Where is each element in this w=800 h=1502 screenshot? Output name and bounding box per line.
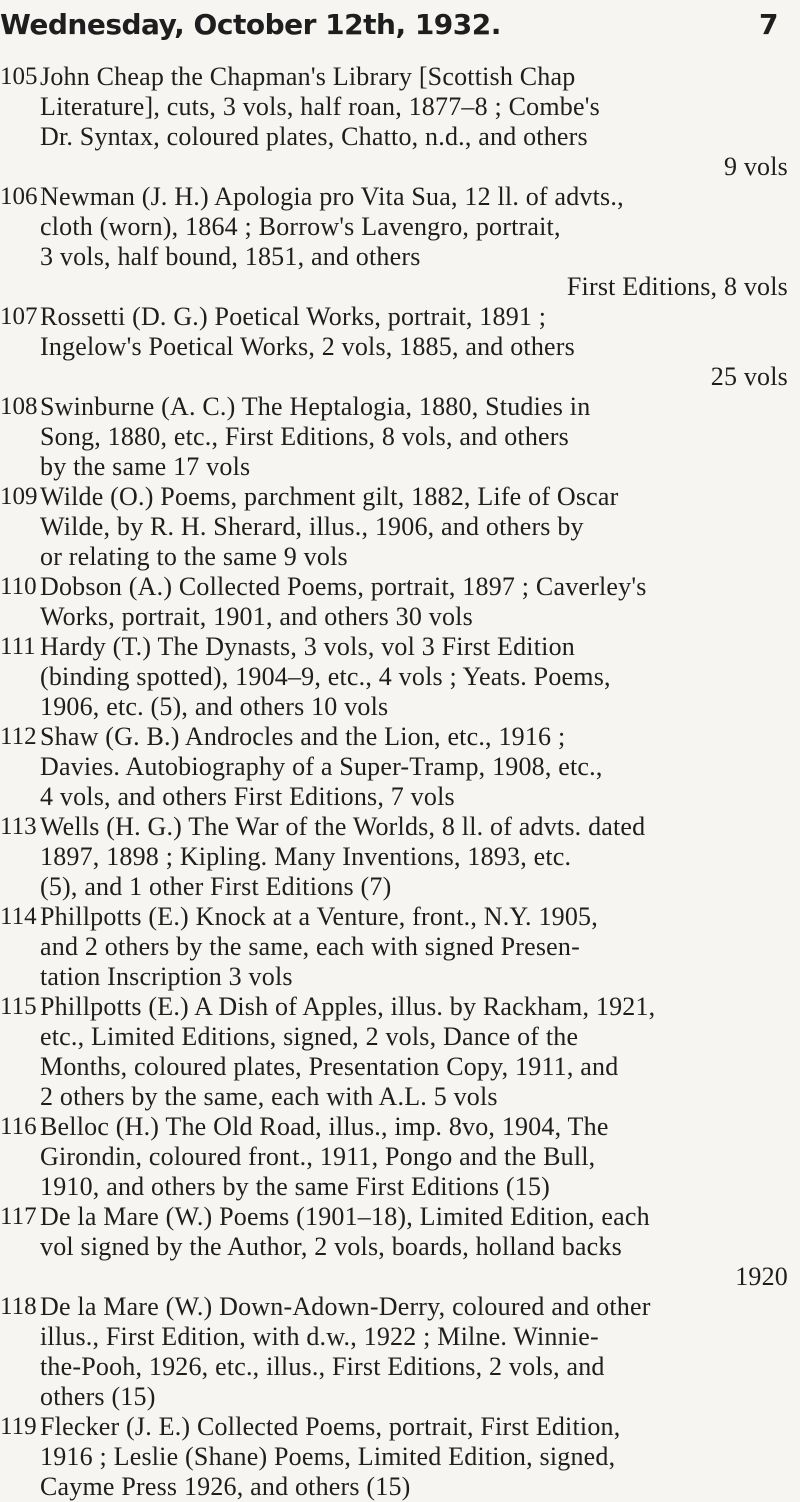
lot-description [40, 1292, 788, 1412]
description-line: 3 vols, half bound, 1851, and others [40, 242, 421, 271]
lot-description [40, 392, 788, 482]
lot-number: 118 [0, 1293, 37, 1320]
lot-number: 106 [0, 183, 38, 210]
description-line: vol signed by the Author, 2 vols, boards, holland backs [40, 1232, 622, 1261]
description-line: Newman (J. H.) Apologia pro Vita Sua, 12 ll. of advts., [40, 182, 624, 211]
description-line: 4 vols, and others First Editions, 7 vols [40, 782, 455, 811]
lot-description [40, 302, 788, 392]
lot-description [40, 632, 788, 722]
description-line: Flecker (J. E.) Collected Poems, portrait, First Edition, [40, 1412, 621, 1441]
page-number: 7 [759, 8, 778, 41]
description-line: Girondin, coloured front., 1911, Pongo and the Bull, [40, 1142, 596, 1171]
lot-quantity: First Editions, 8 vols [566, 272, 788, 301]
description-line: Dr. Syntax, coloured plates, Chatto, n.d., and others [40, 122, 588, 151]
lot-description [40, 1202, 788, 1292]
lot-description [40, 1412, 788, 1502]
description-line: (5), and 1 other First Editions (7) [40, 872, 392, 901]
description-line: the-Pooh, 1926, etc., illus., First Editions, 2 vols, and [40, 1352, 605, 1381]
description-line: 2 others by the same, each with A.L. 5 vols [40, 1082, 498, 1111]
description-line: Davies. Autobiography of a Super-Tramp, 1908, etc., [40, 752, 603, 781]
description-line: Shaw (G. B.) Androcles and the Lion, etc., 1916 ; [40, 722, 566, 751]
description-line: Swinburne (A. C.) The Heptalogia, 1880, Studies in [40, 392, 591, 421]
lot-quantity: 9 vols [723, 152, 788, 181]
description-line: and 2 others by the same, each with signed Presen- [40, 932, 580, 961]
lot-number: 115 [0, 993, 37, 1020]
description-line: (binding spotted), 1904–9, etc., 4 vols ; Yeats. Poems, [40, 662, 611, 691]
description-line: De la Mare (W.) Down-Adown-Derry, coloured and other [40, 1292, 651, 1321]
lot-description [40, 902, 788, 992]
lot-number: 107 [0, 303, 38, 330]
description-line: De la Mare (W.) Poems (1901–18), Limited Edition, each [40, 1202, 650, 1231]
description-line: Phillpotts (E.) A Dish of Apples, illus. by Rackham, 1921, [40, 992, 656, 1021]
description-line: Rossetti (D. G.) Poetical Works, portrait, 1891 ; [40, 302, 547, 331]
description-line: Literature], cuts, 3 vols, half roan, 1877–8 ; Combe's [40, 92, 600, 121]
description-line: Wells (H. G.) The War of the Worlds, 8 ll. of advts. dated [40, 812, 646, 841]
description-line: tation Inscription 3 vols [40, 962, 293, 991]
lot-description [40, 572, 788, 632]
lot-description [40, 62, 788, 182]
description-line: Wilde (O.) Poems, parchment gilt, 1882, Life of Oscar [40, 482, 619, 511]
description-line: Works, portrait, 1901, and others 30 vols [40, 602, 473, 631]
lot-number: 117 [0, 1203, 37, 1230]
description-line: Months, coloured plates, Presentation Copy, 1911, and [40, 1052, 619, 1081]
description-line: Dobson (A.) Collected Poems, portrait, 1897 ; Caverley's [40, 572, 647, 601]
lot-description [40, 1112, 788, 1202]
description-line: others (15) [40, 1382, 156, 1411]
description-line: Song, 1880, etc., First Editions, 8 vols, and others [40, 422, 569, 451]
description-line: 1897, 1898 ; Kipling. Many Inventions, 1893, etc. [40, 842, 572, 871]
lot-number: 109 [0, 483, 38, 510]
lot-quantity: 1920 [735, 1262, 788, 1291]
description-line: or relating to the same 9 vols [40, 542, 348, 571]
lot-number: 108 [0, 393, 38, 420]
page-header [0, 8, 800, 54]
lot-number: 110 [0, 573, 37, 600]
lot-description [40, 482, 788, 572]
header-date: Wednesday, October 12th, 1932. [0, 8, 501, 41]
description-line: etc., Limited Editions, signed, 2 vols, Dance of the [40, 1022, 579, 1051]
description-line: Wilde, by R. H. Sherard, illus., 1906, and others by [40, 512, 584, 541]
lot-number: 105 [0, 63, 38, 90]
description-line: illus., First Edition, with d.w., 1922 ; Milne. Winnie- [40, 1322, 599, 1351]
description-line: Ingelow's Poetical Works, 2 vols, 1885, and others [40, 332, 575, 361]
description-line: John Cheap the Chapman's Library [Scottish Chap [40, 62, 576, 91]
description-line: 1916 ; Leslie (Shane) Poems, Limited Edition, signed, [40, 1442, 616, 1471]
description-line: Hardy (T.) The Dynasts, 3 vols, vol 3 First Edition [40, 632, 575, 661]
lot-description [40, 182, 788, 302]
description-line: by the same 17 vols [40, 452, 251, 481]
lot-description [40, 992, 788, 1112]
lot-description [40, 812, 788, 902]
lot-number: 112 [0, 723, 37, 750]
description-line: 1910, and others by the same First Editions (15) [40, 1172, 551, 1201]
description-line: 1906, etc. (5), and others 10 vols [40, 692, 389, 721]
description-line: Cayme Press 1926, and others (15) [40, 1472, 411, 1501]
lot-description [40, 722, 788, 812]
lot-number: 113 [0, 813, 37, 840]
lot-number: 114 [0, 903, 37, 930]
description-line: Phillpotts (E.) Knock at a Venture, front., N.Y. 1905, [40, 902, 598, 931]
description-line: Belloc (H.) The Old Road, illus., imp. 8vo, 1904, The [40, 1112, 609, 1141]
lot-number: 119 [0, 1413, 37, 1440]
lot-number: 111 [0, 633, 36, 660]
lot-quantity: 25 vols [710, 362, 788, 391]
description-line: cloth (worn), 1864 ; Borrow's Lavengro, portrait, [40, 212, 561, 241]
lot-number: 116 [0, 1113, 37, 1140]
